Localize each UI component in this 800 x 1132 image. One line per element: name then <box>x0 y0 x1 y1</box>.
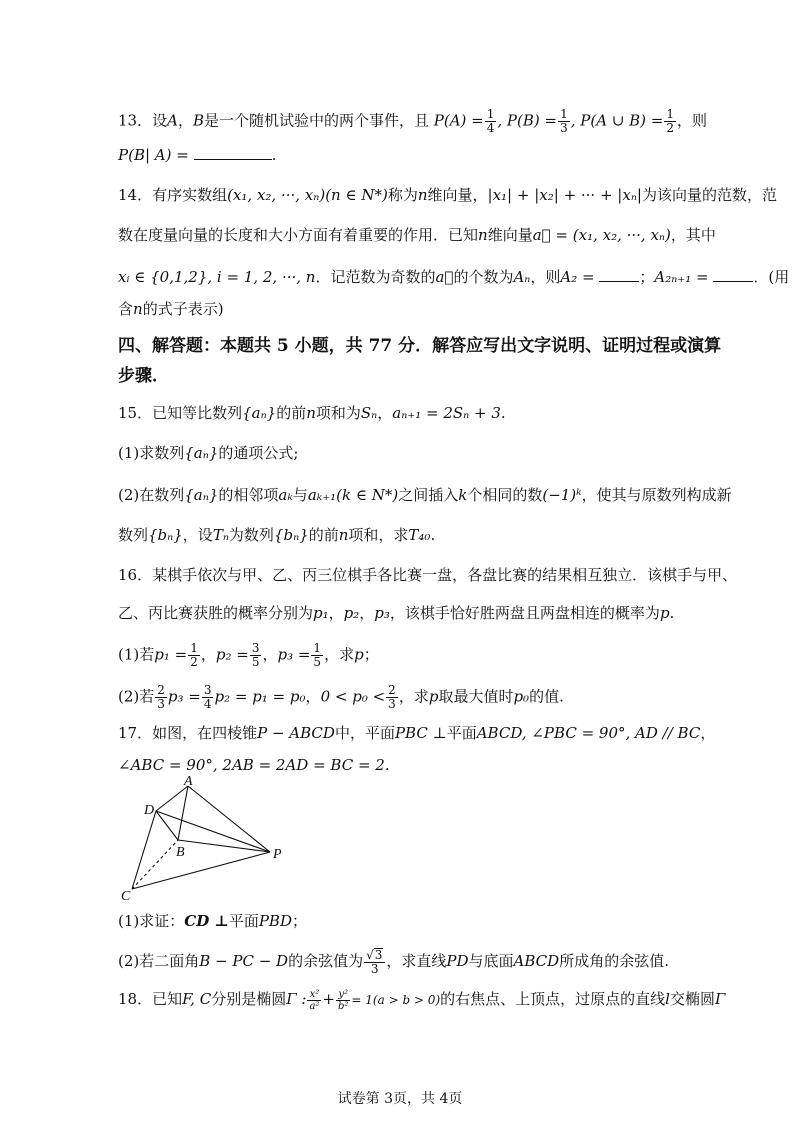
q13-line2: P(B| A) = . <box>118 146 277 164</box>
label-C: C <box>121 889 131 902</box>
edge-DA <box>156 786 188 811</box>
q17-line2: ∠ABC = 90°, 2AB = 2AD = BC = 2. <box>118 756 390 774</box>
fraction: $\frac{3}{4}$ <box>203 683 212 711</box>
answer-blank <box>713 267 753 282</box>
q16-part1: (1)若p₁ = $\frac{1}{2}$ ，p₂ = $\frac{3}{5}$ ，p₃ = $\frac{1}{5}$ ，求p； <box>118 641 379 669</box>
edge-AP <box>188 786 270 852</box>
q14-line4: 含n的式子表示) <box>118 300 224 318</box>
q15-part1: (1)求数列{aₙ}的通项公式; <box>118 444 299 462</box>
answer-blank <box>194 145 272 160</box>
q16-part2: (2)若 $\frac{2}{3}$ p₃ = $\frac{3}{4}$ p₂ = p₁ = p₀，0 < p₀ < $\frac{2}{3}$ ，求p取最大值时p₀的值. <box>118 683 564 711</box>
q18-line1: 18．已知F, C分别是椭圆Γ : $\frac{\text{x²}}{\text{a²}}$ + $\frac{\text{y²}}{\text{b²}}$ = 1(a > b > 0)的右焦点、上顶点，过原点的直线l交椭圆Γ <box>118 988 726 1012</box>
fraction: $\frac{3}{5}$ <box>251 641 260 669</box>
fraction: $\frac{1}{2}$ <box>190 641 198 669</box>
fraction: $\frac{2}{3}$ <box>157 683 165 711</box>
edge-BP <box>178 840 270 852</box>
fraction: $\frac{1}{4}$ <box>486 107 495 135</box>
fraction: $\frac{\text{y²}}{\text{b²}}$ <box>338 988 349 1012</box>
label-P: P <box>273 847 282 862</box>
q17-line1: 17．如图，在四棱锥P − ABCD中，平面PBC ⊥平面ABCD, ∠PBC = 90°, AD // BC， <box>118 724 716 742</box>
q13-line1: 13．设A，B是一个随机试验中的两个事件，且 P(A) = $\frac{1}{4}$ , P(B) = $\frac{1}{3}$ , P(A ∪ B) = $\frac{1}{2}$ ，则 <box>118 107 708 135</box>
q15-line1: 15．已知等比数列{aₙ}的前n项和为Sₙ，aₙ₊₁ = 2Sₙ + 3. <box>118 404 506 422</box>
fraction-sqrt: $\frac{√3}{3}$ <box>364 948 385 976</box>
q16-line2: 乙、丙比赛获胜的概率分别为p₁，p₂，p₃，该棋手恰好胜两盘且两盘相连的概率为p. <box>118 604 675 622</box>
q17-part2: (2)若二面角B − PC − D的余弦值为 $\frac{√3}{3}$ ，求直线PD与底面ABCD所成角的余弦值. <box>118 948 669 976</box>
fraction: $\frac{1}{5}$ <box>313 641 322 669</box>
edge-CP <box>132 852 270 889</box>
section-heading: 四、解答题：本题共 5 小题，共 77 分．解答应写出文字说明、证明过程或演算 <box>118 336 722 356</box>
label-D: D <box>144 803 155 818</box>
section-heading-cont: 步骤． <box>118 366 169 386</box>
q14-line3: xᵢ ∈ {0,1,2}, i = 1, 2, ···, n．记范数为奇数的a⃗的个数为Aₙ，则A₂ = ；A₂ₙ₊₁ = ．(用 <box>118 268 790 286</box>
q16-line1: 16．某棋手依次与甲、乙、丙三位棋手各比赛一盘，各盘比赛的结果相互独立．该棋手与甲、 <box>118 566 738 584</box>
label-A: A <box>184 776 193 789</box>
q17-part1: (1)求证：CD ⊥平面PBD； <box>118 912 308 930</box>
label-B: B <box>176 845 185 860</box>
pyramid-figure <box>118 776 298 902</box>
page-footer: 试卷第 3页，共 4页 <box>337 1091 463 1107</box>
fraction: $\frac{1}{2}$ <box>666 107 675 135</box>
fraction: $\frac{2}{3}$ <box>388 683 396 711</box>
q14-line1: 14．有序实数组(x₁, x₂, ···, xₙ)(n ∈ N*)称为n维向量，|x₁| + |x₂| + ··· + |xₙ|为该向量的范数，范 <box>118 186 777 204</box>
edge-DP <box>156 811 270 852</box>
fraction: $\frac{\text{x²}}{\text{a²}}$ <box>309 988 320 1012</box>
q14-line2: 数在度量向量的长度和大小方面有着重要的作用．已知n维向量a⃗ = (x₁, x₂, ···, xₙ)，其中 <box>118 226 716 244</box>
edge-DC <box>132 811 156 889</box>
edge-CB-hidden <box>132 840 178 889</box>
answer-blank <box>599 267 639 282</box>
edge-AB <box>178 786 188 840</box>
q15-part2: (2)在数列{aₙ}的相邻项aₖ与aₖ₊₁(k ∈ N*)之间插入k个相同的数(−1)ᵏ，使其与原数列构成新 <box>118 486 732 504</box>
q15-part2-cont: 数列{bₙ}，设Tₙ为数列{bₙ}的前n项和，求T₄₀. <box>118 526 436 544</box>
fraction: $\frac{1}{3}$ <box>560 107 568 135</box>
